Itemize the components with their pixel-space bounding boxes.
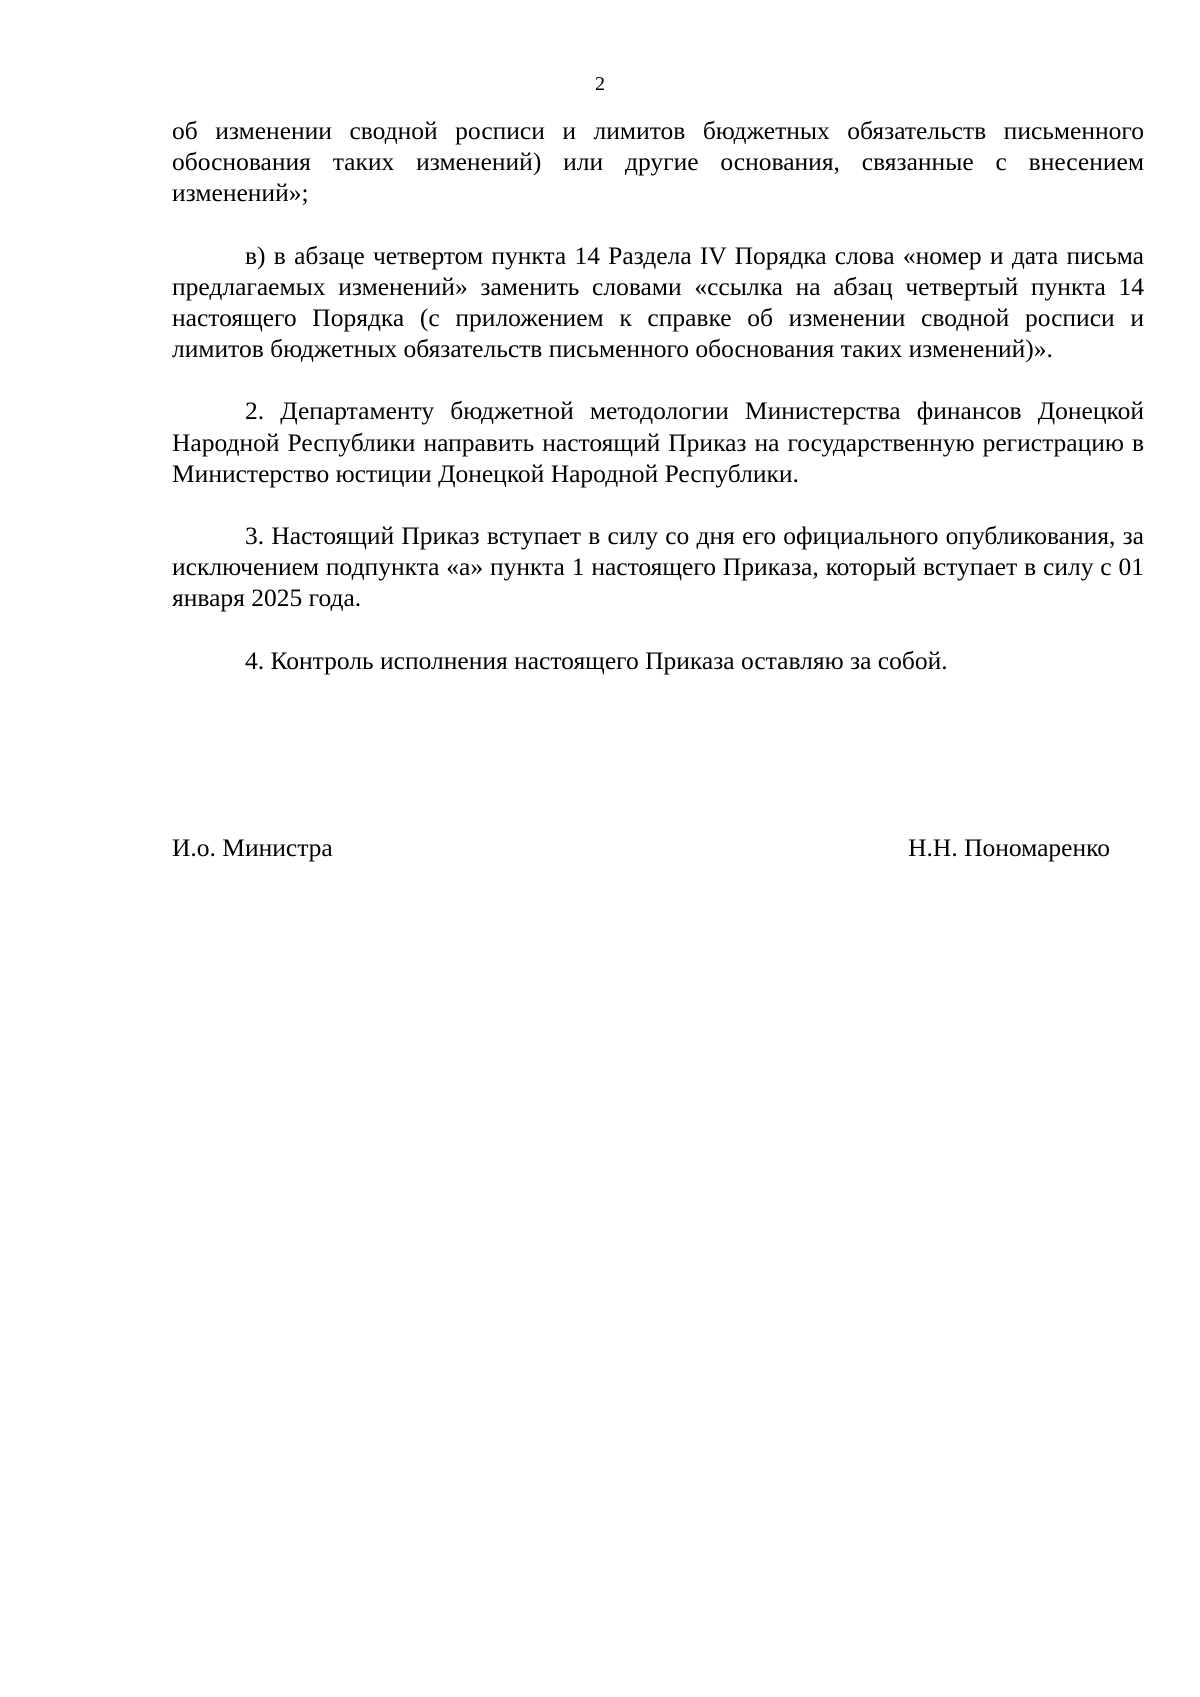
paragraph-subitem-v: в) в абзаце четвертом пункта 14 Раздела IV Порядка слова «номер и дата письма предлагаемых изменений» заменить словами «ссылка на абзац четвертый пункта 14 настоящего Порядка (с приложением к справке об изменении сводной росписи и лимитов бюджетных обязательств письменного обоснования таких изменений)». [172, 240, 1144, 364]
document-body [172, 115, 1144, 707]
paragraph-continuation: об изменении сводной росписи и лимитов бюджетных обязательств письменного обоснования таких изменений) или другие основания, связанные с внесением изменений»; [172, 116, 1144, 208]
paragraph-item-4: 4. Контроль исполнения настоящего Приказа оставляю за собой. [245, 645, 948, 675]
signatory-position: И.о. Министра [172, 833, 333, 862]
paragraph-item-3: 3. Настоящий Приказ вступает в силу со дня его официального опубликования, за исключением подпункта «а» пункта 1 настоящего Приказа, который вступает в силу с 01 января 2025 года. [172, 521, 1144, 613]
page-number: 2 [595, 73, 605, 95]
paragraph-item-2: 2. Департаменту бюджетной методологии Министерства финансов Донецкой Народной Республики направить настоящий Приказ на государственную регистрацию в Министерство юстиции Донецкой Народной Республики. [172, 396, 1144, 488]
signatory-name: Н.Н. Пономаренко [908, 833, 1110, 862]
signature-block [172, 832, 1110, 863]
